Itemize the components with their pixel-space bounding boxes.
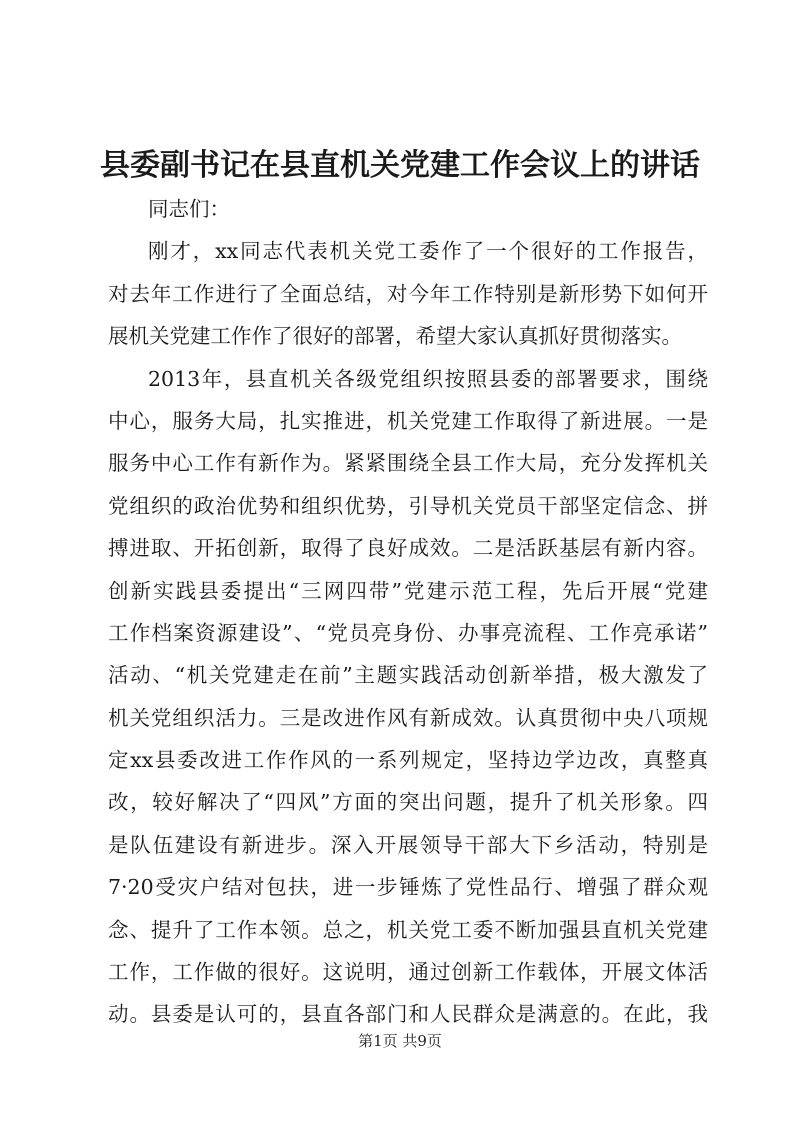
paragraph-line: 念、提升了工作本领。总之，机关党工委不断加强县直机关党建 [108,917,708,942]
paragraph-line: 党组织的政治优势和组织优势，引导机关党员干部坚定信念、拼 [108,493,708,518]
page-number-footer: 第1页 共9页 [358,1032,442,1050]
paragraph-line: 改，较好解决了“四风”方面的突出问题，提升了机关形象。四 [108,790,708,815]
paragraph-line: 活动、“机关党建走在前”主题实践活动创新举措，极大激发了 [108,663,708,688]
paragraph-line: 动。县委是认可的，县直各部门和人民群众是满意的。在此，我 [108,1002,708,1027]
paragraph-line: 2013年，县直机关各级党组织按照县委的部署要求，围绕 [148,366,708,391]
paragraph-line: 是队伍建设有新进步。深入开展领导干部大下乡活动，特别是 [108,832,708,857]
paragraph-line: 工作档案资源建设”、“党员亮身份、办事亮流程、工作亮承诺” [108,620,708,645]
paragraph-line: 服务中心工作有新作为。紧紧围绕全县工作大局，充分发挥机关 [108,451,708,476]
paragraph-line: 工作，工作做的很好。这说明，通过创新工作载体，开展文体活 [108,960,708,985]
paragraph-line: 搏进取、开拓创新，取得了良好成效。二是活跃基层有新内容。 [108,536,708,561]
document-body [108,188,708,1036]
paragraph-line: 定xx县委改进工作作风的一系列规定，坚持边学边改，真整真 [108,748,708,773]
paragraph-line: 创新实践县委提出“三网四带”党建示范工程，先后开展“党建 [108,578,708,603]
salutation-line: 同志们： [148,197,230,221]
paragraph-line: 展机关党建工作作了很好的部署，希望大家认真抓好贯彻落实。 [108,324,682,349]
paragraph-line: 7·20受灾户结对包扶，进一步锤炼了党性品行、增强了群众观 [108,875,708,900]
document-title: 县委副书记在县直机关党建工作会议上的讲话 [100,148,700,183]
paragraph-line: 中心，服务大局，扎实推进，机关党建工作取得了新进展。一是 [108,408,708,433]
paragraph-line: 机关党组织活力。三是改进作风有新成效。认真贯彻中央八项规 [108,705,708,730]
paragraph-line: 刚才，xx同志代表机关党工委作了一个很好的工作报告， [148,239,708,264]
paragraph-line: 对去年工作进行了全面总结，对今年工作特别是新形势下如何开 [108,281,708,306]
